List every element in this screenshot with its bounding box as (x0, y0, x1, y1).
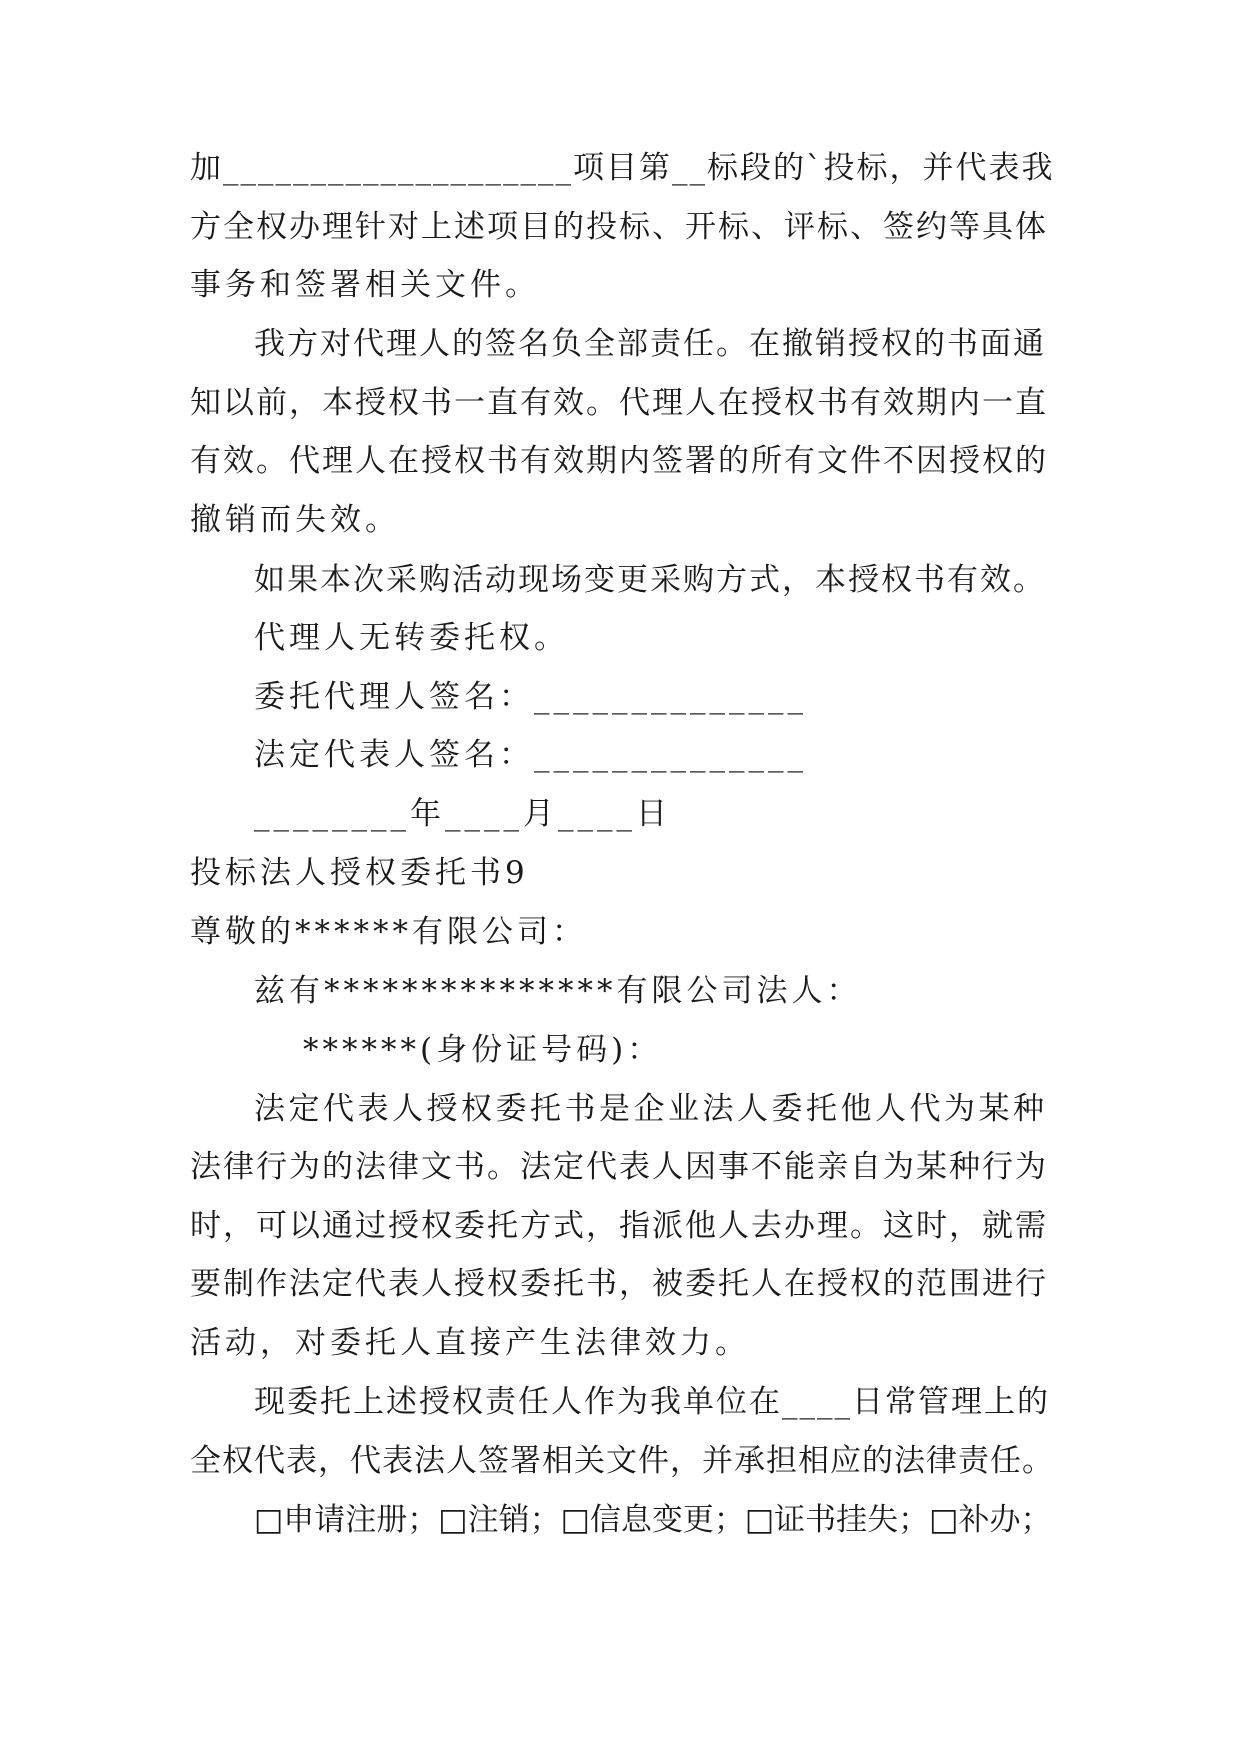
paragraph-line: 全权代表，代表法人签署相关文件，并承担相应的法律责任。 (190, 1443, 1054, 1479)
agent-signature-line: 委托代理人签名：______________ (254, 679, 807, 715)
paragraph-line: 法定代表人授权委托书是企业法人委托他人代为某种 (254, 1091, 1048, 1127)
paragraph-line: 现委托上述授权责任人作为我单位在____日常管理上的 (254, 1384, 1050, 1420)
paragraph-line: 撤销而失效。 (190, 502, 400, 538)
salutation: 尊敬的******有限公司： (190, 914, 587, 950)
paragraph-line: 加____________________项目第__标段的`投标，并代表我 (190, 150, 1055, 186)
paragraph-line: 时，可以通过授权委托方式，指派他人去办理。这时，就需 (190, 1208, 1048, 1244)
paragraph-line: 要制作法定代表人授权委托书，被委托人在授权的范围进行 (190, 1266, 1048, 1302)
paragraph-line: 我方对代理人的签名负全部责任。在撤销授权的书面通 (254, 326, 1046, 362)
section-title: 投标法人授权委托书9 (190, 855, 529, 891)
paragraph-line: 事务和签署相关文件。 (190, 267, 540, 303)
legal-rep-signature-line: 法定代表人签名：______________ (254, 737, 807, 773)
paragraph-line: 有效。代理人在授权书有效期内签署的所有文件不因授权的 (190, 443, 1048, 479)
paragraph-line: 代理人无转委托权。 (254, 620, 569, 656)
paragraph-line: 活动，对委托人直接产生法律效力。 (190, 1325, 750, 1361)
date-line: ________年____月____日 (254, 796, 671, 832)
paragraph-line: 兹有***************有限公司法人： (254, 973, 862, 1009)
paragraph-line: ******(身份证号码)： (303, 1032, 663, 1068)
paragraph-line: 如果本次采购活动现场变更采购方式，本授权书有效。 (254, 562, 1046, 598)
paragraph-line: 知以前，本授权书一直有效。代理人在授权书有效期内一直 (190, 385, 1048, 421)
paragraph-line: 方全权办理针对上述项目的投标、开标、评标、签约等具体 (190, 209, 1048, 245)
paragraph-line: 法律行为的法律文书。法定代表人因事不能亲自为某种行为 (190, 1149, 1048, 1185)
checkbox-options-line: □申请注册；□注销；□信息变更；□证书挂失；□补办； (254, 1502, 1052, 1538)
